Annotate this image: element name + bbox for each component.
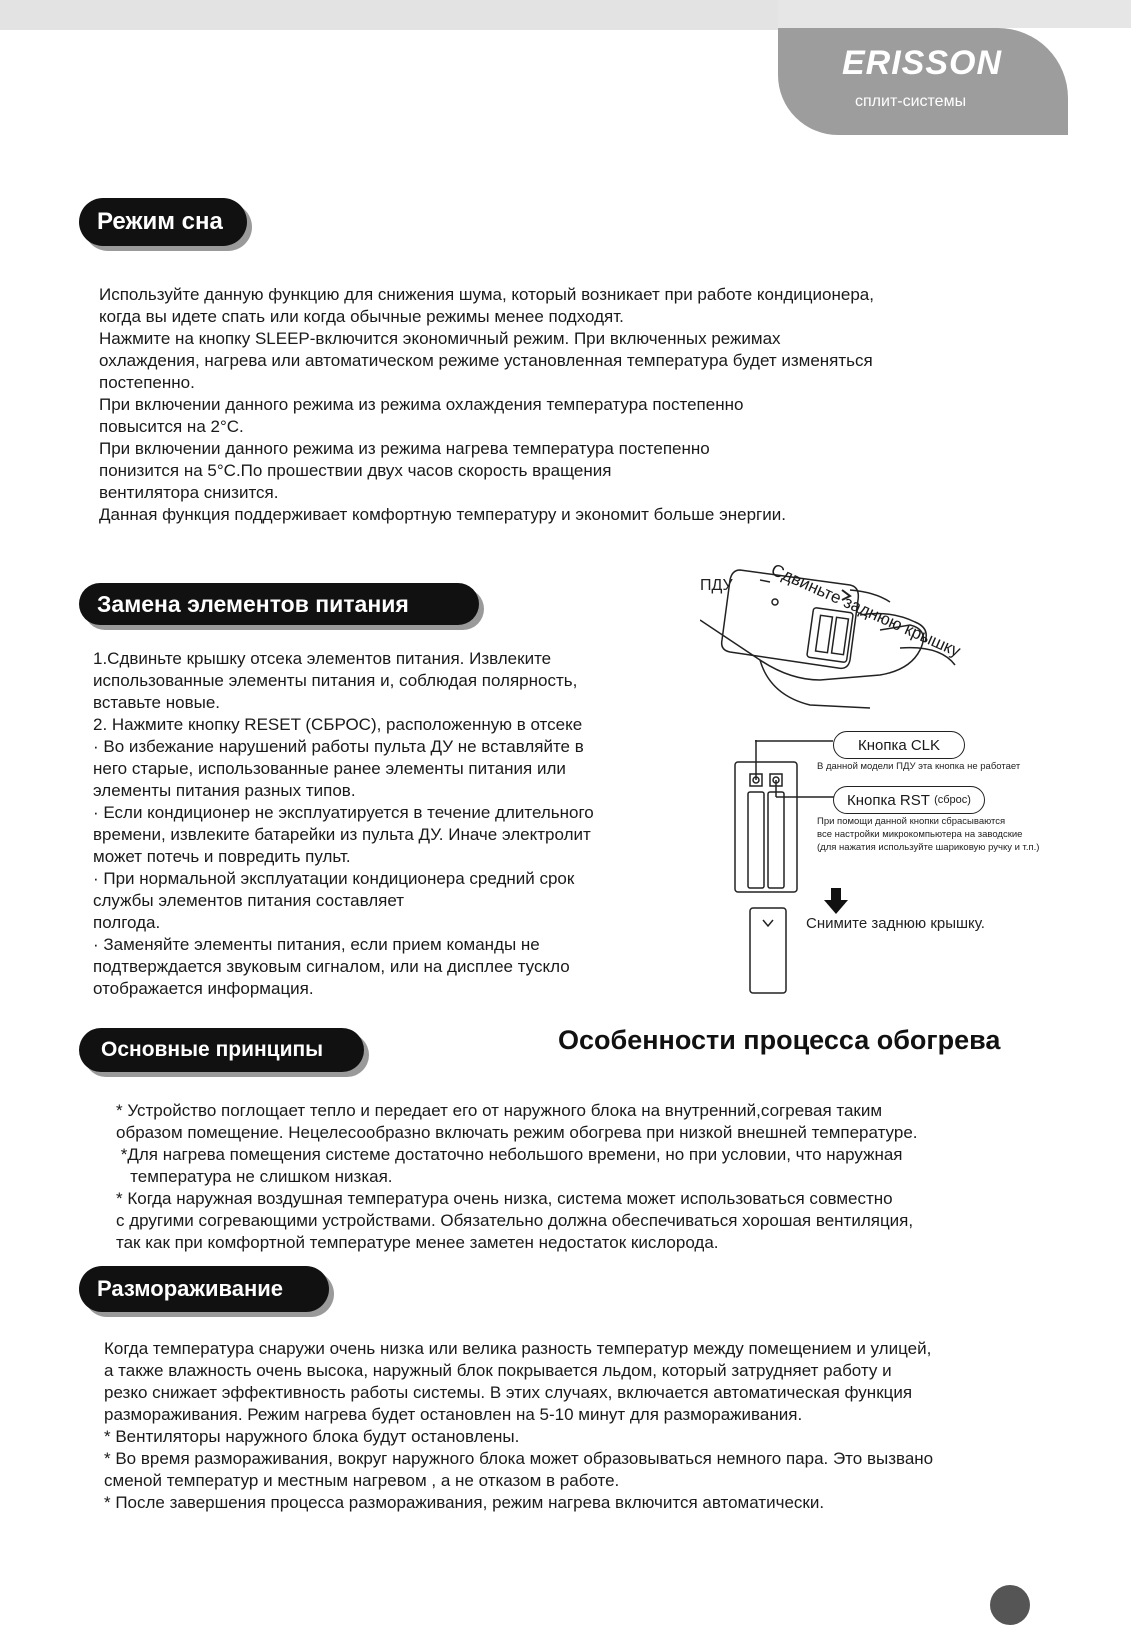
section-title-defrost	[79, 1266, 329, 1312]
text-line: · При нормальной эксплуатации кондиционера средний срок	[93, 869, 575, 888]
text-line: элементы питания разных типов.	[93, 781, 356, 800]
section-title-principles	[79, 1028, 364, 1072]
text-line: · Если кондиционер не эксплуатируется в течение длительного	[93, 803, 594, 822]
text-line: 1.Сдвиньте крышку отсека элементов питания. Извлеките	[93, 649, 552, 668]
rst-note	[817, 815, 1039, 854]
text-line: При включении данного режима из режима охлаждения температура постепенно	[99, 395, 744, 414]
text-line: а также влажность очень высока, наружный блок покрывается льдом, который затрудняет работу и	[104, 1361, 892, 1380]
text-line: размораживания. Режим нагрева будет остановлен на 5-10 минут для размораживания.	[104, 1405, 803, 1424]
text-line: вставьте новые.	[93, 693, 220, 712]
text-line: * Во время размораживания, вокруг наружного блока может образовываться немного пара. Это вызвано	[104, 1449, 934, 1468]
text-line: · Во избежание нарушений работы пульта ДУ не вставляйте в	[93, 737, 584, 756]
clk-button-label	[833, 731, 965, 759]
brand-top-strip	[778, 0, 1131, 28]
text-line: так как при комфортной температуре менее заметен недостаток кислорода.	[116, 1233, 719, 1252]
clk-note: В данной модели ПДУ эта кнопка не работает	[817, 761, 1021, 772]
remote-label: ПДУ	[700, 577, 733, 594]
text-line: * Когда наружная воздушная температура очень низка, система может использоваться совместно	[116, 1189, 893, 1208]
text-line: может потечь и повредить пульт.	[93, 847, 351, 866]
text-line: Нажмите на кнопку SLEEP-включится экономичный режим. При включенных режимах	[99, 329, 781, 348]
sleep-text	[99, 284, 1059, 526]
text-line: использованные элементы питания и, соблюдая полярность,	[93, 671, 578, 690]
text-line: вентилятора снизится.	[99, 483, 279, 502]
text-line: службы элементов питания составляет	[93, 891, 405, 910]
text-line: *Для нагрева помещения системе достаточно небольшого времени, но при условии, что наружная	[116, 1145, 903, 1164]
clk-button-text: Кнопка CLK	[857, 736, 941, 754]
section-title-sleep-label: Режим сна	[97, 208, 223, 235]
text-line: него старые, использованные ранее элементы питания или	[93, 759, 566, 778]
text-line: полгода.	[93, 913, 161, 932]
remote-hand-illustration	[700, 530, 1000, 710]
text-line: времени, извлеките батарейки из пульта ДУ. Иначе электролит	[93, 825, 591, 844]
text-line: 2. Нажмите кнопку RESET (СБРОС), расположенную в отсеке	[93, 715, 583, 734]
text-line: Используйте данную функцию для снижения шума, который возникает при работе кондиционера,	[99, 285, 874, 304]
brand-name: ERISSON	[842, 44, 1003, 82]
text-line: повысится на 2°С.	[99, 417, 244, 436]
arrow-down-icon	[824, 888, 848, 914]
section-title-principles-label: Основные принципы	[101, 1038, 324, 1061]
text-line: · Заменяйте элементы питания, если прием команды не	[93, 935, 540, 954]
page-corner-decoration	[990, 1585, 1030, 1625]
text-line: * Устройство поглощает тепло и передает его от наружного блока на внутренний,согревая таким	[116, 1101, 883, 1120]
heating-title: Особенности процесса обогрева	[558, 1025, 1001, 1055]
text-line: постепенно.	[99, 373, 195, 392]
text-line: подтверждается звуковым сигналом, или на дисплее тускло	[93, 957, 570, 976]
text-line: охлаждения, нагрева или автоматическом режиме установленная температура будет изменяться	[99, 351, 873, 370]
top-bar	[0, 0, 780, 30]
text-line: Данная функция поддерживает комфортную температуру и экономит больше энергии.	[99, 505, 786, 524]
rst-note-line: (для нажатия используйте шариковую ручку и т.п.)	[817, 842, 1040, 853]
section-title-battery	[79, 583, 479, 625]
text-line: понизится на 5°С.По прошествии двух часов скорость вращения	[99, 461, 612, 480]
text-line: резко снижает эффективность работы системы. В этих случаях, включается автоматическая функция	[104, 1383, 913, 1402]
text-line: с другими согревающими устройствами. Обязательно должна обеспечиваться хорошая вентиляция,	[116, 1211, 914, 1230]
rst-button-suffix: (сброс)	[934, 794, 971, 806]
text-line: сменой температур и местным нагревом , а не отказом в работе.	[104, 1471, 620, 1490]
battery-compartment-illustration	[730, 730, 810, 1000]
rst-button-label	[833, 786, 985, 814]
text-line: * После завершения процесса размораживания, режим нагрева включится автоматически.	[104, 1493, 825, 1512]
rst-note-line: При помощи данной кнопки сбрасываются	[817, 816, 1006, 827]
section-title-sleep	[79, 198, 247, 246]
slide-cover-caption: Сдвиньте заднюю крышку	[768, 560, 964, 661]
brand-subtitle: сплит-системы	[855, 93, 967, 110]
text-line: когда вы идете спать или когда обычные режимы менее подходят.	[99, 307, 624, 326]
section-title-defrost-label: Размораживание	[97, 1276, 284, 1301]
text-line: При включении данного режима из режима нагрева температура постепенно	[99, 439, 710, 458]
line-to-rst	[776, 794, 836, 800]
text-line: температура не слишком низкая.	[116, 1167, 393, 1186]
text-line: * Вентиляторы наружного блока будут остановлены.	[104, 1427, 520, 1446]
heating-text	[116, 1100, 1076, 1254]
defrost-text	[104, 1338, 1094, 1514]
text-line: отображается информация.	[93, 979, 314, 998]
rst-note-line: все настройки микрокомпьютера на заводские	[817, 829, 1023, 840]
text-line: Когда температура снаружи очень низка или велика разность температур между помещением и улицей,	[104, 1339, 932, 1358]
line-to-clk	[755, 738, 835, 744]
rst-button-text: Кнопка RST	[847, 791, 930, 809]
battery-text	[93, 648, 693, 1000]
text-line: образом помещение. Нецелесообразно включать режим обогрева при низкой внешней температуре.	[116, 1123, 918, 1142]
remove-cover-caption: Снимите заднюю крышку.	[806, 915, 985, 932]
section-title-battery-label: Замена элементов питания	[97, 590, 409, 617]
